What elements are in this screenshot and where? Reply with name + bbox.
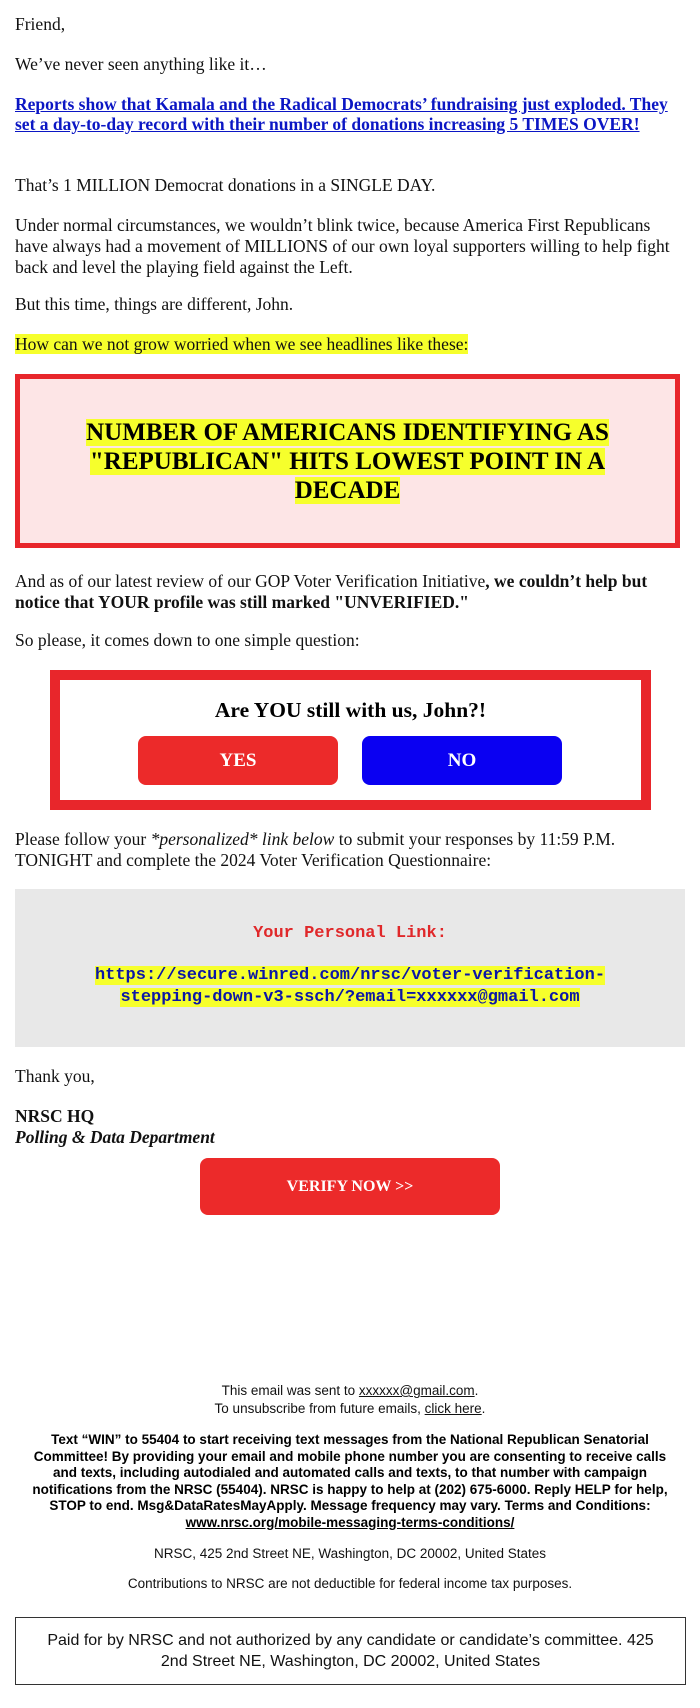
- follow-part2: to submit your responses by 11:59 P.M. TONIGHT and complete the 2024 Voter Verification Questionnaire:: [15, 829, 616, 870]
- follow-part1: Please follow your: [15, 829, 151, 849]
- headline-box: [15, 374, 680, 548]
- question-title: Are YOU still with us, John?!: [214, 698, 487, 722]
- different-line: But this time, things are different, John.: [15, 294, 294, 314]
- thank-you: Thank you,: [15, 1066, 95, 1086]
- million-donations-line: That’s 1 MILLION Democrat donations in a SINGLE DAY.: [15, 175, 436, 195]
- worried-line: [15, 334, 468, 355]
- sent-prefix: This email was sent to: [221, 1383, 359, 1398]
- terms-link[interactable]: www.nrsc.org/mobile-messaging-terms-conditions/: [185, 1514, 515, 1530]
- paid-for-text: Paid for by NRSC and not authorized by any candidate or candidate’s committee. 425 2nd Street NE, Washington, DC 20002, United States: [47, 1632, 654, 1670]
- review-normal: And as of our latest review of our GOP Voter Verification Initiative: [15, 571, 486, 591]
- sms-legal-text: [20, 1432, 680, 1531]
- unsub-suffix: .: [481, 1401, 486, 1416]
- follow-paragraph: [15, 829, 675, 871]
- sent-to-line: [15, 1382, 685, 1399]
- personal-link-url[interactable]: https://secure.winred.com/nrsc/voter-verification-stepping-down-v3-ssch/?email=xxxxxx@gmail.com: [94, 966, 606, 1007]
- verify-now-button[interactable]: VERIFY NOW >>: [200, 1158, 500, 1215]
- tax-note: Contributions to NRSC are not deductible for federal income tax purposes.: [127, 1576, 573, 1591]
- signature-org: NRSC HQ: [15, 1106, 95, 1126]
- headline: [68, 418, 628, 505]
- personal-link-panel: [15, 889, 685, 1047]
- personal-link-url-wrap: [55, 965, 645, 1009]
- unsub-prefix: To unsubscribe from future emails,: [214, 1401, 425, 1416]
- worried-text: How can we not grow worried when we see headlines like these:: [15, 334, 469, 354]
- yes-button[interactable]: YES: [138, 736, 338, 785]
- normal-circumstances-paragraph: Under normal circumstances, we wouldn’t blink twice, because America First Republicans have always had a movement of MILLIONS of our own loyal supporters willing to help fight back and level the playing field against the Left.: [15, 215, 670, 277]
- sent-suffix: .: [474, 1383, 479, 1398]
- paid-for-box: [15, 1617, 686, 1685]
- footer-address: NRSC, 425 2nd Street NE, Washington, DC 20002, United States: [154, 1546, 546, 1561]
- question-box: [50, 670, 651, 810]
- question-intro: So please, it comes down to one simple question:: [15, 630, 360, 650]
- follow-italic: *personalized* link below: [150, 829, 335, 849]
- headline-text: NUMBER OF AMERICANS IDENTIFYING AS "REPUBLICAN" HITS LOWEST POINT IN A DECADE: [86, 418, 609, 504]
- signature-dept: Polling & Data Department: [15, 1127, 215, 1147]
- legal-body: Text “WIN” to 55404 to start receiving text messages from the National Republican Senatorial Committee! By providing your email and mobile phone number you are consenting to receive calls and texts, including autodialed and automated calls and texts, to that number with campaign notifications from the NRSC (55404). NRSC is happy to help at (202) 675-6000. Reply HELP for help, STOP to end. Msg&DataRatesMayApply. Message frequency may vary. Terms and Conditions:: [32, 1432, 668, 1513]
- unsubscribe-line: [15, 1400, 685, 1417]
- intro-line: We’ve never seen anything like it…: [15, 54, 267, 74]
- unsubscribe-link[interactable]: click here: [424, 1401, 482, 1416]
- reports-link[interactable]: Reports show that Kamala and the Radical Democrats’ fundraising just exploded. They set a day-to-day record with their number of donations increasing 5 TIMES OVER!: [15, 94, 668, 134]
- personal-link-label: Your Personal Link:: [253, 924, 447, 943]
- greeting: Friend,: [15, 14, 66, 34]
- no-button[interactable]: NO: [362, 736, 562, 785]
- review-paragraph: [15, 571, 685, 613]
- sent-email-link[interactable]: xxxxxx@gmail.com: [358, 1383, 475, 1398]
- review-bold: , we couldn’t help but notice that YOUR profile was still marked "UNVERIFIED.": [15, 571, 648, 612]
